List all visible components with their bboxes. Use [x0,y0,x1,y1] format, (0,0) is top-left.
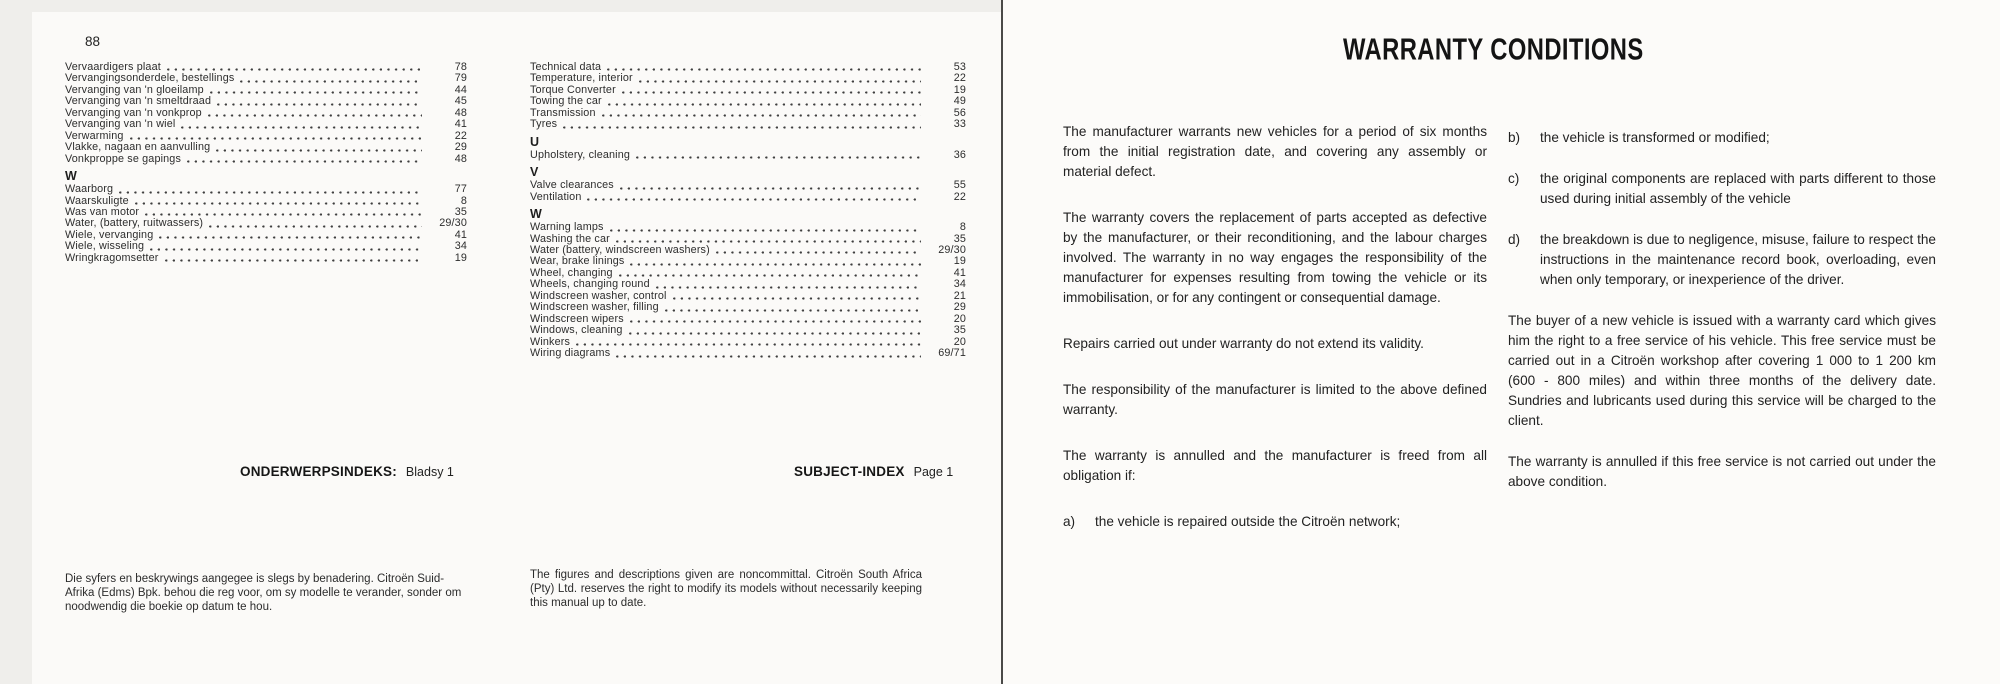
dot-leader [587,198,921,201]
index-entry-page: 22 [953,190,966,203]
warranty-list-item [1063,512,1487,532]
dot-leader [216,149,422,152]
dot-leader [210,91,422,94]
list-marker: d) [1508,232,1521,247]
index-entry-label: Vervanging van 'n gloeilamp [65,83,204,96]
dot-leader [135,202,422,205]
dot-leader [608,103,921,106]
index-entry-page: 34 [454,240,467,253]
index-section-letter: W [530,207,542,222]
index-entry-label: Wiele, wisseling [65,240,145,253]
index-entry-page: 56 [953,106,966,119]
index-entry [530,150,966,161]
index-entry-label: Windscreen washer, filling [530,301,659,314]
index-entry [530,108,966,119]
index-entry-page: 20 [953,312,966,325]
index-entry-label: Washing the car [530,232,610,245]
index-entry [530,222,966,233]
index-entry-label: Vervanging van 'n smeltdraad [65,95,212,108]
list-text: the original components are replaced with parts different to those used during initial assembly of the vehicle [1540,171,1936,206]
index-entry-page: 19 [953,83,966,96]
warranty-paragraph: The manufacturer warrants new vehicles for a period of six months from the initial registration date, and covering any assembly or material defect. [1063,124,1487,179]
index-entry-label: Water (battery, windscreen washers) [530,243,710,256]
index-entry-label: Upholstery, cleaning [530,148,631,161]
index-entry-page: 49 [953,95,966,108]
warranty-paragraph: The warranty covers the replacement of parts accepted as defective by the manufacturer, or their reconditioning, and the labour charges involved. The warranty in no way engages the responsibility of the manufacturer for expenses resulting from towing the vehicle or its immobilisation, or for any contingent or consequential damage. [1063,210,1487,305]
dot-leader [209,225,422,228]
dot-leader [602,114,921,117]
afrikaans-index-column [65,62,467,264]
dot-leader [630,320,921,323]
warranty-page [1003,0,2000,684]
english-index-title: SUBJECT-INDEX [794,464,905,479]
index-entry-page: 8 [460,194,467,207]
dot-leader [150,248,422,251]
dot-leader [616,355,921,358]
index-entry-label: Wheels, changing round [530,278,650,291]
dot-leader [607,68,921,71]
index-entry-page: 20 [953,335,966,348]
dot-leader [576,343,921,346]
index-entry-page: 41 [953,266,966,279]
index-entry-page: 29 [953,301,966,314]
index-entry-label: Torque Converter [530,83,616,96]
index-entry [530,302,966,313]
index-entry-page: 36 [953,148,966,161]
dot-leader [610,229,921,232]
index-entry-label: Winkers [530,335,571,348]
dot-leader [656,286,921,289]
index-entry [65,142,467,153]
dot-leader [181,126,422,129]
dot-leader [665,309,921,312]
index-entry-page: 48 [454,152,467,165]
index-entry-label: Temperature, interior [530,72,633,85]
afrikaans-index-footer [240,463,454,481]
index-entry-page: 78 [454,61,467,73]
warranty-paragraph: The warranty is annulled and the manufacturer is freed from all obligation if: [1063,448,1487,483]
dot-leader [639,80,921,83]
index-entry-label: Technical data [530,61,602,73]
warranty-list-item [1508,230,1936,290]
index-entry-label: Ventilation [530,190,582,203]
english-index-footer [794,463,953,481]
index-entry-page: 35 [953,232,966,245]
dot-leader [187,160,422,163]
index-entry-label: Windscreen wipers [530,312,624,325]
index-entry-page: 8 [959,221,966,234]
index-entry-label: Wiele, vervanging [65,228,154,241]
list-text: the vehicle is repaired outside the Citroën network; [1095,514,1401,529]
index-entry-page: 19 [454,251,467,264]
index-entry-page: 69/71 [938,347,966,360]
index-entry-label: Windows, cleaning [530,324,623,337]
index-entry-label: Vonkproppe se gapings [65,152,182,165]
index-entry-label: Wringkragomsetter [65,251,159,264]
index-entry-label: Vervaardigers plaat [65,61,161,73]
index-section-letter: U [530,134,540,149]
index-entry [530,119,966,130]
warranty-paragraph: The buyer of a new vehicle is issued with a warranty card which gives him the right to a free service of his vehicle. This free service must be carried out in a Citroën workshop after covering 1 000 to 1 200 km (600 - 800 miles) and within three months of the delivery date. Sundries and lubricants used during this service will be charged to the client. [1508,313,1936,428]
list-marker: b) [1508,130,1521,145]
index-entry [530,180,966,191]
index-entry-label: Vervanging van 'n vonkprop [65,106,202,119]
warranty-title-text: WARRANTY CONDITIONS [1342,33,1644,67]
page-number: 88 [85,34,101,49]
warranty-paragraph: Repairs carried out under warranty do not extend its validity. [1063,336,1424,351]
index-entry-page: 79 [454,72,467,85]
afrikaans-index-page-label: Bladsy 1 [405,465,454,479]
dot-leader [716,251,921,254]
index-entry-page: 21 [953,289,966,302]
index-entry-page: 29 [454,141,467,154]
index-entry-label: Vervanging van 'n wiel [65,118,176,131]
index-entry-label: Windscreen washer, control [530,289,667,302]
list-marker: a) [1063,514,1076,529]
index-entry-label: Vlakke, nagaan en aanvulling [65,141,211,154]
warranty-right-column [1508,128,1936,513]
dot-leader [167,68,422,71]
dot-leader [673,297,921,300]
index-entry [65,253,467,264]
index-entry-label: Warning lamps [530,221,604,234]
index-entry-page: 41 [454,228,467,241]
index-entry-page: 29/30 [439,217,467,230]
dot-leader [217,103,422,106]
warranty-left-column [1063,122,1487,558]
index-entry [530,325,966,336]
afrikaans-disclaimer-note: Die syfers en beskrywings aangegee is slegs by benadering. Citroën Suid-Afrika (Edms) Bpk. behou die reg voor, om sy modelle te verander, sonder om noodwendig die boekie op datum te hou. [65,573,462,613]
index-entry-page: 77 [454,183,467,196]
index-entry-label: Wiring diagrams [530,347,611,360]
index-entry-page: 48 [454,106,467,119]
index-entry-page: 34 [953,278,966,291]
dot-leader [616,240,921,243]
index-entry-label: Valve clearances [530,179,614,192]
index-entry-page: 19 [953,255,966,268]
index-entry-label: Transmission [530,106,596,119]
index-entry-page: 35 [953,324,966,337]
dot-leader [563,126,921,129]
index-entry-label: Tyres [530,118,558,131]
index-entry-page: 22 [953,72,966,85]
dot-leader [619,274,921,277]
index-entry-label: Wear, brake linings [530,255,625,268]
warranty-paragraph: The warranty is annulled if this free service is not carried out under the above condition. [1508,454,1936,489]
index-entry-label: Waarborg [65,183,114,196]
dot-leader [630,263,921,266]
list-text: the vehicle is transformed or modified; [1540,130,1770,145]
warranty-list-item [1508,128,1936,148]
dot-leader [165,259,422,262]
index-section-letter: V [530,165,539,180]
index-entry [65,184,467,195]
warranty-paragraph: The responsibility of the manufacturer is limited to the above defined warranty. [1063,382,1487,417]
index-entry-page: 55 [953,179,966,192]
list-marker: c) [1508,171,1520,186]
index-entry-page: 53 [953,61,966,73]
warranty-title [1293,34,1693,67]
afrikaans-index-title: ONDERWERPSINDEKS: [240,464,397,479]
index-entry [530,348,966,359]
index-entry-label: Towing the car [530,95,602,108]
dot-leader [119,191,422,194]
index-entry-label: Vervangingsonderdele, bestellings [65,72,235,85]
index-section-letter: W [65,169,77,184]
index-entry-label: Verwarming [65,129,124,142]
warranty-list-item [1508,169,1936,209]
dot-leader [145,213,422,216]
dot-leader [629,332,921,335]
list-text: the breakdown is due to negligence, misuse, failure to respect the instructions in the maintenance record book, overloading, even when only temporary, or inexperience of the driver. [1540,232,1936,287]
index-entry-label: Water, (battery, ruitwassers) [65,217,204,230]
index-page [32,12,1001,684]
dot-leader [159,236,422,239]
dot-leader [620,187,921,190]
index-entry-page: 22 [454,129,467,142]
english-index-column [530,62,966,360]
dot-leader [130,137,422,140]
index-entry-page: 45 [454,95,467,108]
index-entry [65,154,467,165]
index-entry-label: Waarskuligte [65,194,129,207]
index-entry [65,119,467,130]
index-entry [530,192,966,203]
english-index-page-label: Page 1 [913,465,954,479]
index-entry-page: 44 [454,83,467,96]
index-entry-page: 35 [454,205,467,218]
dot-leader [208,114,422,117]
index-entry-page: 33 [953,118,966,131]
english-disclaimer-note: The figures and descriptions given are noncommittal. Citroën South Africa (Pty) Ltd. reserves the right to modify its models without necessarily keeping this manual up to date. [530,569,922,609]
dot-leader [636,156,921,159]
index-entry-page: 41 [454,118,467,131]
dot-leader [622,91,921,94]
index-entry-label: Wheel, changing [530,266,613,279]
index-entry-page: 29/30 [938,243,966,256]
dot-leader [240,80,422,83]
index-entry-label: Was van motor [65,205,140,218]
